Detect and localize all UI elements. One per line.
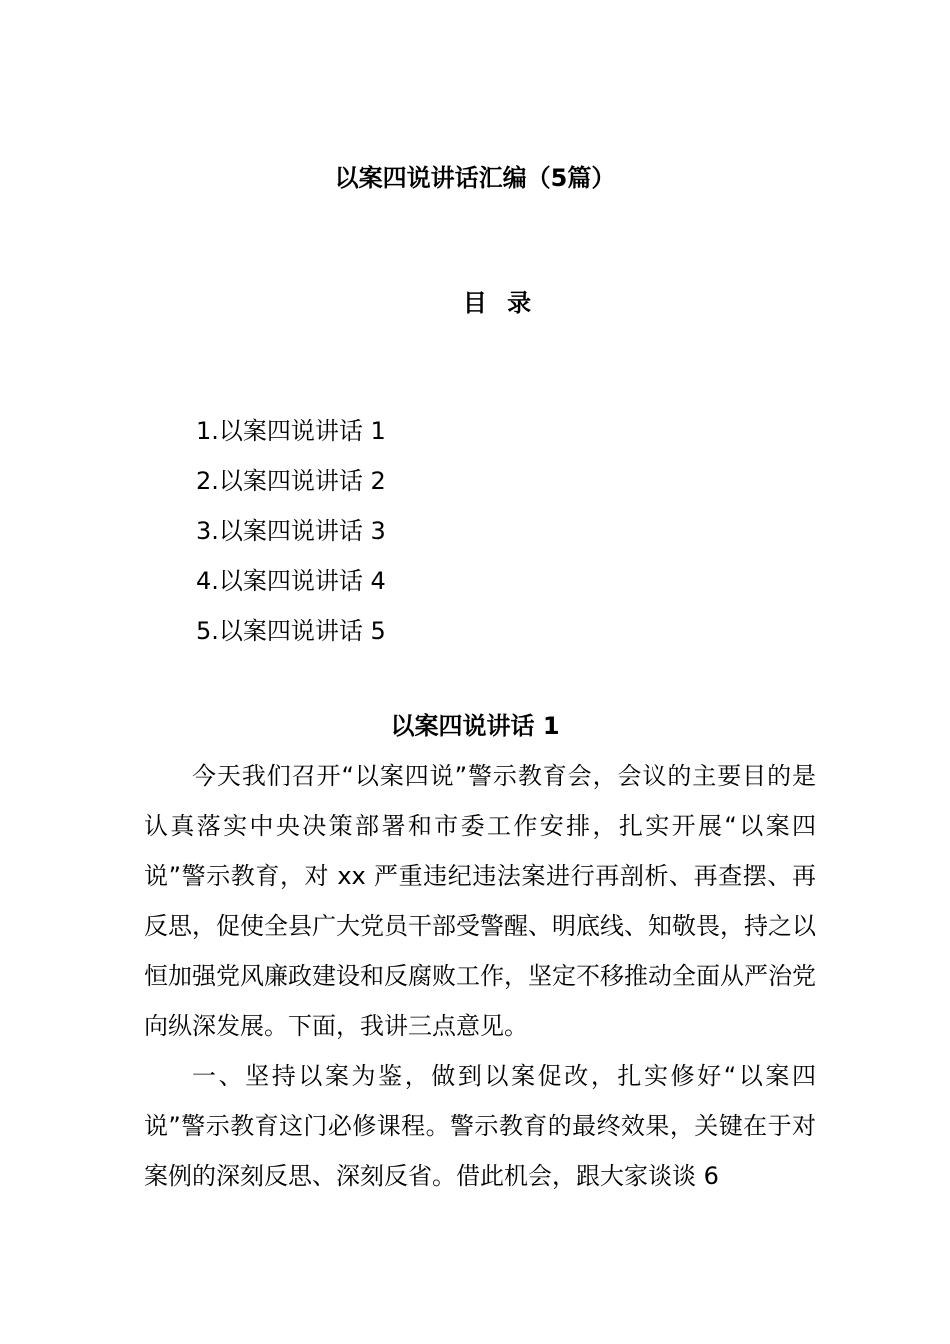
paragraph-1: 今天我们召开“以案四说”警示教育会，会议的主要目的是认真落实中央决策部署和市委工作安排，扎实开展“以案四说”警示教育，对 xx 严重违纪违法案进行再剖析、再查摆、再反思，促使全县广大党员干部受警醒、明底线、知敬畏，持之以恒加强党风廉政建设和反腐败工作，坚定不移推动全面从严治党向纵深发展。下面，我讲三点意见。 <box>144 762 816 1040</box>
table-of-contents <box>196 406 386 656</box>
document-title: 以案四说讲话汇编（5篇） <box>334 164 616 192</box>
toc-item-5: 5.以案四说讲话 5 <box>196 617 386 645</box>
paragraph-2: 一、坚持以案为鉴，做到以案促改，扎实修好“以案四说”警示教育这门必修课程。警示教育的最终效果，关键在于对案例的深刻反思、深刻反省。借此机会，跟大家谈谈 6 <box>144 1062 816 1190</box>
toc-item-2: 2.以案四说讲话 2 <box>196 467 386 495</box>
toc-item-3: 3.以案四说讲话 3 <box>196 517 386 545</box>
body-text <box>144 751 816 1201</box>
toc-item-4: 4.以案四说讲话 4 <box>196 567 386 595</box>
toc-item-1: 1.以案四说讲话 1 <box>196 417 386 445</box>
section-title: 以案四说讲话 1 <box>390 712 560 740</box>
toc-heading: 目 录 <box>462 289 538 317</box>
